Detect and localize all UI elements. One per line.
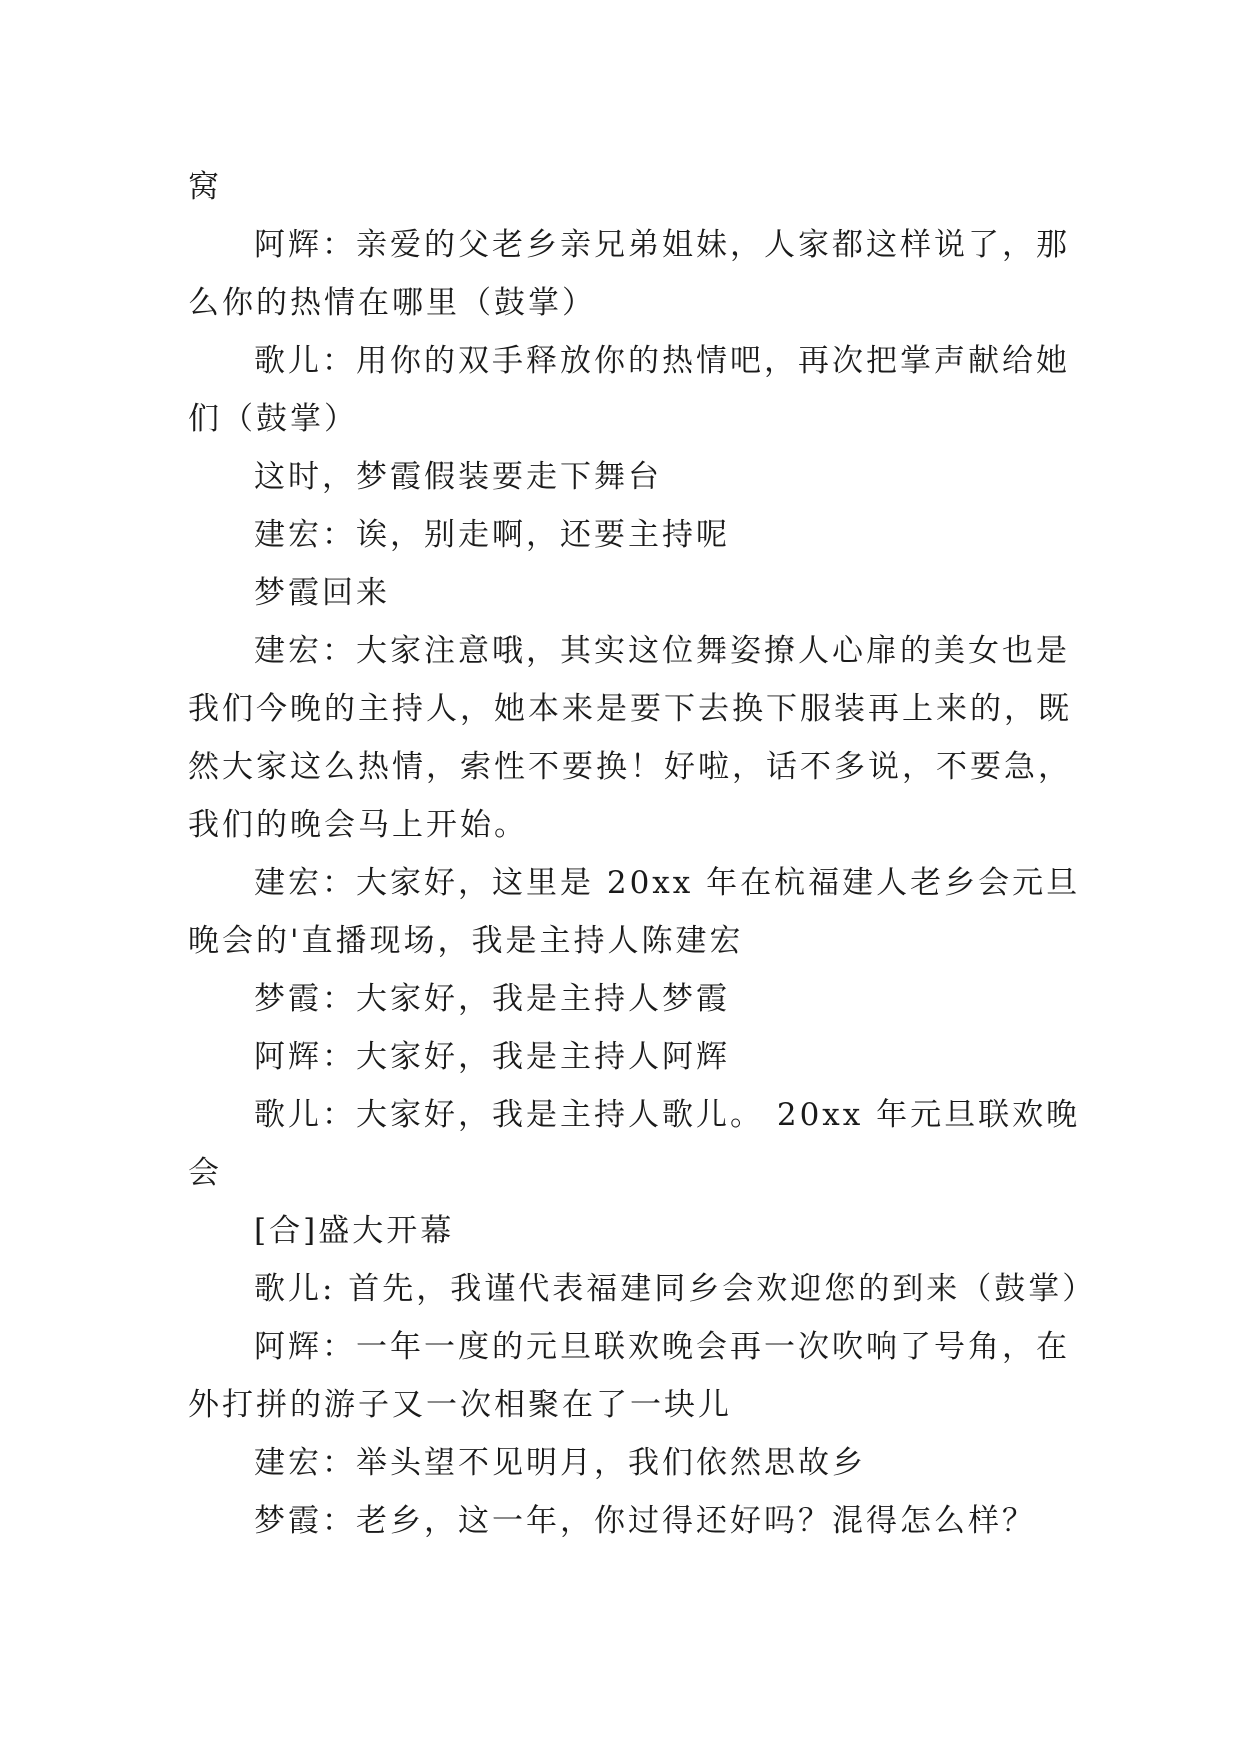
text-line: 歌儿：用你的双手释放你的热情吧，再次把掌声献给她 [254,343,1070,379]
text-line: 我们的晚会马上开始。 [188,807,528,843]
text-line: 歌儿：大家好，我是主持人歌儿。 20xx 年元旦联欢晚 [254,1097,1081,1133]
text-line: 梦霞回来 [254,575,390,611]
text-line: 然大家这么热情，索性不要换！好啦，话不多说，不要急， [188,749,1072,785]
text-line: 梦霞：老乡，这一年，你过得还好吗？混得怎么样？ [254,1503,1036,1539]
text-line: [合]盛大开幕 [254,1213,455,1249]
text-line: 梦霞：大家好，我是主持人梦霞 [254,981,730,1017]
text-line: 么你的热情在哪里（鼓掌） [188,285,596,321]
text-line: 阿辉：亲爱的父老乡亲兄弟姐妹，人家都这样说了，那 [254,227,1070,263]
text-line: 会 [188,1155,222,1191]
text-line: 建宏：举头望不见明月，我们依然思故乡 [254,1445,866,1481]
text-line: 们（鼓掌） [188,401,358,437]
text-line: 建宏：大家好，这里是 20xx 年在杭福建人老乡会元旦 [254,865,1081,901]
text-line: 阿辉：大家好，我是主持人阿辉 [254,1039,730,1075]
document-body [188,158,1097,1550]
text-line: 这时，梦霞假装要走下舞台 [254,459,662,495]
text-line: 建宏：大家注意哦，其实这位舞姿撩人心扉的美女也是 [254,633,1070,669]
text-line: 建宏：诶，别走啊，还要主持呢 [254,517,730,553]
text-line: 阿辉：一年一度的元旦联欢晚会再一次吹响了号角，在 [254,1329,1070,1365]
text-line: 我们今晚的主持人，她本来是要下去换下服装再上来的，既 [188,691,1072,727]
text-line: 窝 [188,169,222,205]
text-line: 外打拼的游子又一次相聚在了一块儿 [188,1387,732,1423]
text-line: 歌儿: 首先，我谨代表福建同乡会欢迎您的到来（鼓掌） [254,1271,1097,1307]
text-line: 晚会的'直播现场，我是主持人陈建宏 [188,923,744,959]
